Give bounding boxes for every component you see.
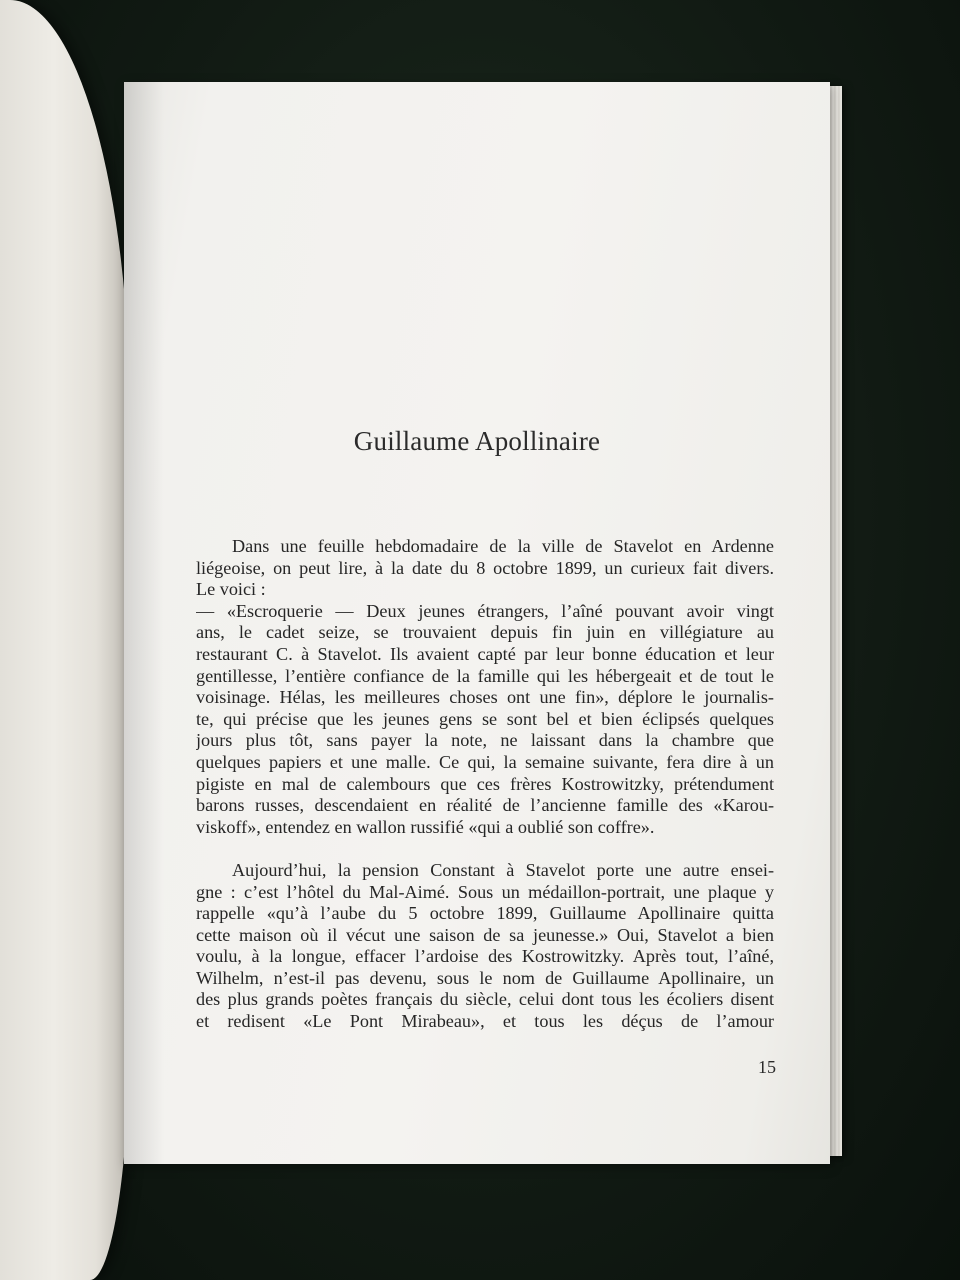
text-line: rappelle «qu’à l’aube du 5 octobre 1899, Guillaume Apollinaire quitta [196,903,774,924]
text-line: voisinage. Hélas, les meilleures choses ont une fin», déplore le journalis- [196,687,774,708]
text-line: voulu, à la longue, effacer l’ardoise des Kostrowitzky. Après tout, l’aîné, [196,946,774,967]
page-number: 15 [758,1057,776,1077]
book-page [124,82,830,1164]
text-line: barons russes, descendaient en réalité de l’ancienne famille des «Karou- [196,795,774,816]
text-line: des plus grands poètes français du siècle, celui dont tous les écoliers disent [196,989,774,1010]
text-line: gentillesse, l’entière confiance de la famille qui les hébergeait et de tout le [196,665,774,686]
body-text [196,536,774,1033]
text-line: cette maison où il vécut une saison de sa jeunesse.» Oui, Stavelot a bien [196,924,774,945]
text-line: — «Escroquerie — Deux jeunes étrangers, l’aîné pouvant avoir vingt [196,600,774,621]
text-line: Dans une feuille hebdomadaire de la ville de Stavelot en Ardenne [232,536,774,556]
text-line: et redisent «Le Pont Mirabeau», et tous les déçus de l’amour [196,1011,774,1032]
text-line: te, qui précise que les jeunes gens se sont bel et bien éclipsés quelques [196,708,774,729]
text-line: jours plus tôt, sans payer la note, ne laissant dans la chambre que [196,730,774,751]
text-line: Wilhelm, n’est-il pas devenu, sous le nom de Guillaume Apollinaire, un [196,967,774,988]
text-line: ans, le cadet seize, se trouvaient depuis fin juin en villégiature au [196,622,774,643]
text-line: Le voici : [196,579,266,600]
text-line: viskoff», entendez en wallon russifié «qui a oublié son coffre». [196,816,655,837]
text-line: gne : c’est l’hôtel du Mal-Aimé. Sous un médaillon-portrait, une plaque y [196,881,774,902]
text-line: restaurant C. à Stavelot. Ils avaient capté par leur bonne éducation et leur [196,643,774,664]
text-line: quelques papiers et une malle. Ce qui, la semaine suivante, fera dire à un [196,751,774,772]
gutter-shadow [124,82,164,1164]
left-facing-page [0,0,130,1280]
chapter-title: Guillaume Apollinaire [353,426,601,456]
paragraph-gap [196,838,774,860]
text-line: Aujourd’hui, la pension Constant à Stavelot porte une autre ensei- [232,859,774,880]
text-line: liégeoise, on peut lire, à la date du 8 octobre 1899, un curieux fait divers. [196,557,774,578]
text-line: pigiste en mal de calembours que ces frères Kostrowitzky, prétendument [196,773,774,794]
